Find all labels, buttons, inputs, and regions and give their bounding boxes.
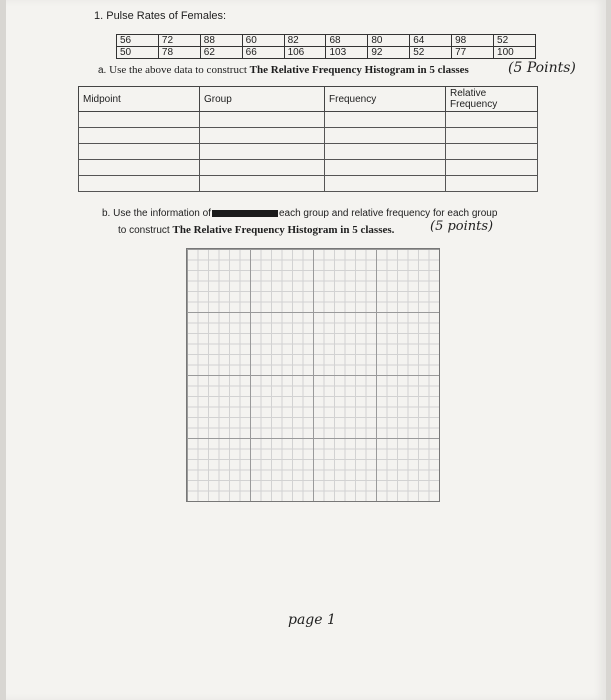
data-cell: 103 xyxy=(326,47,368,59)
part-a-points-handwritten: (5 Points) xyxy=(508,60,576,76)
empty-cell[interactable] xyxy=(446,144,538,160)
part-a-bold-text: The Relative Frequency Histogram in 5 classes xyxy=(249,64,469,76)
empty-cell[interactable] xyxy=(79,128,200,144)
table-row xyxy=(117,47,536,59)
data-cell: 50 xyxy=(117,47,159,59)
empty-cell[interactable] xyxy=(446,160,538,176)
table-row xyxy=(79,128,538,144)
empty-cell[interactable] xyxy=(446,128,538,144)
question-title: 1. Pulse Rates of Females: xyxy=(94,10,227,22)
empty-cell[interactable] xyxy=(325,176,446,192)
part-b-instruction-line2 xyxy=(118,224,394,236)
data-cell: 82 xyxy=(284,35,326,47)
part-a-label: a. xyxy=(98,65,107,76)
part-b-label: b. xyxy=(102,208,111,219)
header-relative-frequency: Relative Frequency xyxy=(446,87,538,112)
part-a-text: Use the above data to construct xyxy=(109,64,247,76)
part-a-instruction xyxy=(98,64,469,76)
header-group: Group xyxy=(200,87,325,112)
data-cell: 92 xyxy=(368,47,410,59)
data-cell: 100 xyxy=(494,47,536,59)
empty-cell[interactable] xyxy=(79,160,200,176)
empty-cell[interactable] xyxy=(325,112,446,128)
data-cell: 80 xyxy=(368,35,410,47)
frequency-table xyxy=(78,86,538,192)
empty-cell[interactable] xyxy=(325,160,446,176)
data-cell: 98 xyxy=(452,35,494,47)
data-cell: 106 xyxy=(284,47,326,59)
empty-cell[interactable] xyxy=(200,128,325,144)
empty-cell[interactable] xyxy=(200,144,325,160)
part-b-instruction-line1 xyxy=(102,208,497,219)
empty-cell[interactable] xyxy=(79,144,200,160)
part-b-line2-bold: The Relative Frequency Histogram in 5 classes. xyxy=(172,224,395,236)
table-row xyxy=(79,176,538,192)
empty-cell[interactable] xyxy=(79,176,200,192)
empty-cell[interactable] xyxy=(446,112,538,128)
empty-cell[interactable] xyxy=(200,160,325,176)
empty-cell[interactable] xyxy=(325,128,446,144)
data-cell: 88 xyxy=(200,35,242,47)
empty-cell[interactable] xyxy=(446,176,538,192)
data-cell: 56 xyxy=(117,35,159,47)
data-cell: 64 xyxy=(410,35,452,47)
table-row xyxy=(79,160,538,176)
page-number-handwritten: page 1 xyxy=(288,612,336,628)
data-cell: 60 xyxy=(242,35,284,47)
data-cell: 68 xyxy=(326,35,368,47)
table-row xyxy=(117,35,536,47)
data-cell: 52 xyxy=(410,47,452,59)
empty-cell[interactable] xyxy=(200,112,325,128)
table-header-row xyxy=(79,87,538,112)
part-b-points-handwritten: (5 points) xyxy=(430,219,494,234)
empty-cell[interactable] xyxy=(200,176,325,192)
graph-paper-grid[interactable] xyxy=(186,248,440,502)
pulse-data-table xyxy=(116,34,536,59)
worksheet-page xyxy=(6,0,606,700)
data-cell: 78 xyxy=(158,47,200,59)
header-midpoint: Midpoint xyxy=(79,87,200,112)
data-cell: 62 xyxy=(200,47,242,59)
part-b-text-end: each group and relative frequency for each group xyxy=(278,208,498,219)
empty-cell[interactable] xyxy=(79,112,200,128)
data-cell: 77 xyxy=(452,47,494,59)
data-cell: 52 xyxy=(494,35,536,47)
redaction-mark xyxy=(212,210,278,217)
data-cell: 72 xyxy=(158,35,200,47)
data-cell: 66 xyxy=(242,47,284,59)
part-b-text-start: Use the information of xyxy=(113,208,211,219)
part-b-line2-text: to construct xyxy=(118,225,170,236)
header-frequency: Frequency xyxy=(325,87,446,112)
empty-cell[interactable] xyxy=(325,144,446,160)
table-row xyxy=(79,144,538,160)
table-row xyxy=(79,112,538,128)
